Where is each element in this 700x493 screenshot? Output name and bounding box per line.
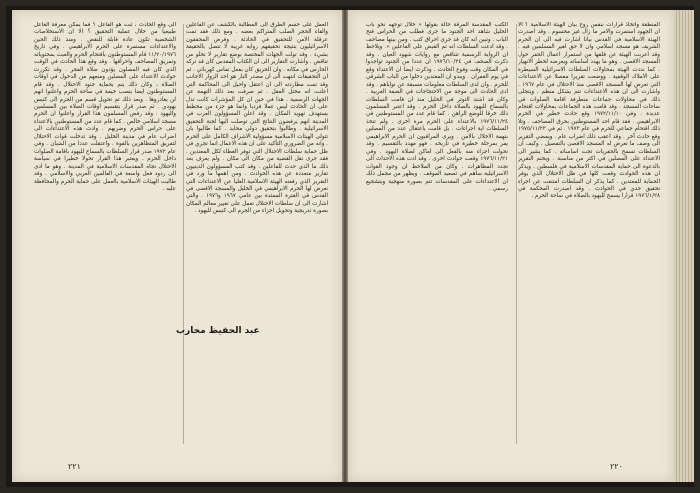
right-page-right-column-text: المنطقة واتخاذ قرارات بنفس روح بيان الهيئة الاسلامية ؟ الا ان الجهود استمرت والامر ما زال غير محسوم . وقد اصدرت الهيئة الاسلامية في القدس بيانا اشارت فيه الى ان الحرم الشريف هو مسجد اسلامي وان لا حق لغير المسلمين فيه . وقد اعربت الهيئة عن قلقها من استمرار اعمال الحفر حول المسجد الاقصى . وهو ما يهدد اساساته ويعرضه لخطر الانهيار . كما نددت الهيئة بمحاولات السلطات الاسرائيلية السيطرة على الاملاك الوقفية . ووضعت تقريرا مفصلا عن الاعتداءات التي تعرض لها المسجد الاقصى منذ الاحتلال في عام ١٩٦٧ . واشارت الى ان هذه الاعتداءات تتم بشكل منظم . ويتجلى ذلك في محاولات جماعات متطرفة اقامة الصلوات في ساحات المسجد . وقد قامت هذه الجماعات بمحاولات اقتحام عديدة . وفي ١٩٧٢/١١/١٠ وقع حادث خطير في الحرم الابراهيمي . فقد قام احد المستوطنين بحرق المصاحف . وتلا ذلك اقتحام جماعي للحرم في عام ١٩٧٣ . ثم في ١٩٧٥/١١/٢٣ وقع حادث آخر . وقد اعقب ذلك اضراب عام . ويمضي التقرير الى وصف ما تعرض له المسجد الاقصى بالتفصيل . وكيف ان السلطات تسمح بالحفريات تحت اساساته . كما يشير الى الاعتداء على المصلين في اكثر من مناسبة . ويختم التقرير بالدعوة الى حماية المقدسات الاسلامية في فلسطين . ويذكر ان هذه الحوادث وقعت كلها في ظل الاحتلال الذي يوفر الحماية للمعتدين . كما يذكر ان السلطات امتنعت عن اجراء تحقيق جدي في الحوادث . وقد اصدرت المحكمة في ١٩٧٦/١/٢٨ قرارا يسمح لليهود بالصلاة في ساحة الحرم . [518, 22, 660, 200]
book-spread [6, 6, 694, 487]
right-page [348, 10, 674, 482]
left-page-right-column-text: العمل على حسم الطرق الى المطالبة بالكشف عن الفاعلين والقاء الحجر الصلب المتراكم بعضه . ومع ذلك فقد تمت عرقلة الامن للتحقيق في الحادثة . وفرض المحققون الاسرائيليون بنتيجة تحقيقهم رواية غريبة لا تتصل بالحقيقة بشيء . وقد تولت الجهات المختصة بوضع تقارير لا تخلو من تناقض . واشارت التقارير الى ان الكتاب المقدس كان قد تركه الحارس في مكانه . وان الحريق كان بفعل تماس كهربائي . ثم ان التحقيقات انتهت الى ان مصدر النار هو احد الزوار الاجانب وقد تمت مطاردته الى ان اعتقل واحيل الى المحاكمة التي اعلنت انه مختل العقل . ثم صرفت بعد ذلك التهمة عن الجهات الرسمية . هذا في حين ان كل المؤشرات كانت تدل على ان الحادث ليس عملا فرديا وانما هو جزء من مخطط يستهدف تهويد المكان . وقد اعلن المسؤولون العرب في المدينة انهم يرفضون النتائج التي توصلت اليها لجنة التحقيق الاسرائيلية . وطالبوا بتحقيق دولي محايد . كما طالبوا بان تتولى الهيئات الاسلامية مسؤولية الاشراف الكامل على الحرم . وانه من الضروري التأكيد على ان هذه الاعمال انما تجري في ظل حماية سلطات الاحتلال التي توفر الغطاء لكل المعتدين . فقد جرى نقل القضية من مكان الى مكان . ولم يعرف بعد ذلك ما الذي حدث للفاعلين . وقد كتب المسؤولون الدينيون تقارير متعددة عن هذه الحوادث . ومن اهمها ما ورد في التقرير الذي رفعته الهيئة الاسلامية العليا عن الاعتداءات التي تعرض لها الحرم الابراهيمي في الخليل والمسجد الاقصى في القدس في الفترة الممتدة بين عامي ١٩٦٧ و١٩٧٦ . والتي اشارت الى ان سلطات الاحتلال تعمل على تغيير معالم المكان بصورة تدريجية وتحويل اجزاء من الحرم الى كنيس لليهود . [186, 22, 328, 215]
page-number: ٢٢٠ [610, 462, 623, 471]
left-page-left-column-text: الى وقع الحادث ، ثبت هو الفاعل ؟ فما يمكن معرفة الفاعل طبيعيا من خلال عملية التحقيق ؟ الا ان الاستخلاصات الشخصية تكون عادة قابلة للنقض . ومنذ ذلك الحين والاعتداءات مستمرة على الحرم الابراهيمي . وفي تاريخ ١١/٢٠/١٩٧٦ قام المستوطنون باقتحام الحرم والعبث بمحتوياته وتمزيق المصاحف واحراقها . وقد وقع هذا الحادث في الوقت الذي كان فيه المصلون يؤدون صلاة الفجر . وقد تكررت حوادث الاعتداء على المصلين ومنعهم من الدخول في اوقات الصلاة ، وكان ذلك يتم بحماية جنود الاحتلال . وقد قام المستوطنون ايضا بنصب خيمة في ساحة الحرم واعلنوا انهم لن يغادروها . وبعد ذلك تم تحويل قسم من الحرم الى كنيس يهودي . ثم صدر قرار بتقسيم اوقات الصلاة بين المسلمين واليهود . وقد رفض المسلمون هذا القرار واعلنوا ان الحرم مسجد اسلامي خالص . كما قام عدد من المستوطنين بالاعتداء على حراس الحرم وضربهم . وادت هذه الاعتداءات الى اضراب عام في مدينة الخليل . وقد تدخلت قوات الاحتلال لتفريق المتظاهرين بالقوة . واعتقلت عددا من الشبان . وفي عام ١٩٧٢ صدر قرار السلطات بالسماح لليهود باقامة الصلوات داخل الحرم . ويعتبر هذا القرار تحولا خطيرا في سياسة الاحتلال تجاه المقدسات الاسلامية في المدينة . وهو ما ادى الى ردود فعل واسعة في العالمين العربي والاسلامي . وقد طالبت الهيئات الاسلامية بالعمل على حماية الحرم والمحافظة عليه . [34, 22, 176, 192]
right-page-left-column [366, 22, 508, 446]
right-page-left-column-text: الكتب المقدسة المرقة حالة بقولها « خلال توجهه نحو باب الخليل شاهد احد الجنود ما جرى فطلب من الحراس فتح الباب . وتبين انه كان قد جرى احراق كتب . ومن بينها مصاحف . وقد ادعت السلطات انه تم القبض على الفاعلين ». ويلاحظ ان الرواية الرسمية تتناقض مع روايات شهود العيان . وقد ذكرت الصحف في ١٩٧٦/١٠/٢٤ ان عددا من الجنود تواجدوا في المكان وقت وقوع الحادث . وذكرت ايضا ان الاعتداء وقع في يوم الغفران . ويبدو ان المعتدين دخلوا من الباب الشرقي للحرم . وان لدى السلطات معلومات مسبقة عن نواياهم . وقد ادى الحادث الى موجة من الاحتجاجات في الضفة الغربية . وكان قد اشتد التوتر في الخليل منذ ان قامت السلطات بالسماح لليهود بالصلاة داخل الحرم . وقد اعتبر المسلمون ذلك خرقا للوضع الراهن . كما قام عدد من المستوطنين في ١٩٧٦/١١/٢٤ بالاعتداء على الحرم مرة اخرى . ولم تتخذ السلطات اية اجراءات . بل قامت باعتقال عدد من المصلين بتهمة الاخلال بالامن . ويرى المراقبون ان الحرم الابراهيمي يمر بمرحلة خطيرة في تاريخه . فهو مهدد بالتقسيم . وقد تحولت اجزاء منه بالفعل الى اماكن لصلاة اليهود . وفي ١٩٧٦/١١/٢١ وقعت حوادث اخرى . وقد ادت هذه الاحداث الى تجدد المظاهرات . وكان من الملاحظ ان وجود القوات الاسرائيلية ساهم في تصعيد الموقف . ويظهر من مجمل ذلك ان الاعتداءات على المقدسات تتم بصورة منهجية وبتشجيع رسمي . [366, 22, 508, 192]
left-page [12, 10, 342, 482]
column-separator [183, 24, 184, 444]
left-page-left-column [34, 22, 176, 322]
page-number: ٢٢١ [68, 462, 81, 471]
page-edges [674, 10, 694, 482]
right-page-right-column [518, 22, 660, 446]
left-page-right-column [186, 22, 328, 446]
author-signature: عبد الحفيظ محارب [176, 326, 260, 336]
column-separator [516, 24, 517, 444]
